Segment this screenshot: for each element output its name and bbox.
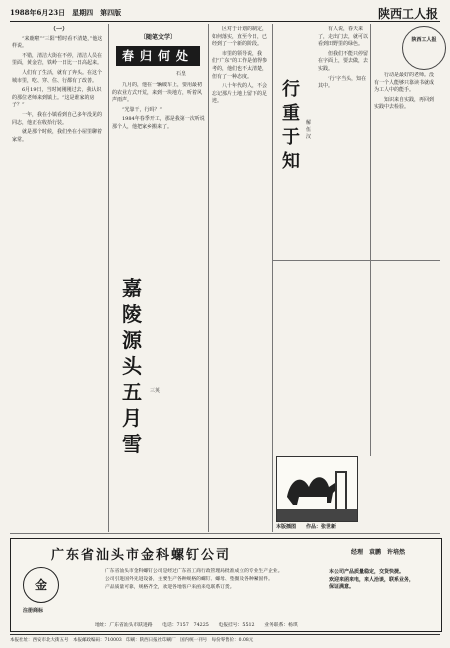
paragraph: 有人说，春天来了，走出门去，就可以看到田野里的绿色。 [318, 26, 368, 48]
article-column-5 [374, 72, 438, 452]
ad-paragraph: 公司引进国外先进设备，主要生产各种规格的螺钉、螺母、垫圈及各种紧固件。 [105, 577, 273, 583]
article-column-2 [112, 82, 206, 272]
essay-category: 〔随笔文学〕 [139, 34, 176, 41]
page-header [10, 5, 440, 22]
ad-paragraph: 产品质量可靠，规格齐全，欢迎各地客户来函来电联系订货。 [105, 585, 235, 591]
paragraph: 区对于计划的制定，如何落实，直至今日，已经到了一个新的阶段。 [212, 26, 268, 48]
ad-paragraph: 广东省汕头市金科螺钉公司是经过广东省工商行政管理局批准成立的专业生产企业。 [105, 569, 283, 574]
ad-slogan-line: 保证满意。 [329, 584, 355, 590]
company-logo-icon: 金 [23, 567, 59, 603]
paragraph: 不错，清洁大街在不停，清洁人员在里面，黄金岩，铁岭一日比一日高起来。 [12, 52, 103, 67]
page-footer: 本报社址：西安市北大街五号 本报邮政编码：710003 印刷：陕西日报社印刷厂 国内统一刊号 每份零售价：0.08元 [10, 634, 440, 643]
paragraph: 八十年代的人，不会忘记那片土地上留下的足迹。 [212, 83, 268, 105]
paragraph: ‘行’字当头，知在其中。 [318, 75, 367, 90]
article-column-3 [212, 26, 270, 526]
registered-mark: 注册商标 [23, 608, 44, 614]
paragraph: “光靠干，行吗？” [122, 106, 163, 113]
ad-managers: 经理 袁鹏 许培然 [351, 549, 406, 556]
column-heading-text: 行重于知 [282, 79, 300, 172]
calligraphy-title [117, 275, 147, 457]
essay-author: 石皇 [176, 71, 187, 77]
column-byline: 解伍汉 [306, 120, 312, 140]
section-heading: （一） [49, 26, 68, 33]
paragraph: 知识来自实践，再回到实践中去检验。 [374, 96, 435, 111]
paragraph: 6月19日，当时间刚刚过去，我认识的那位老师来到镇上。“这是谁家的房子？” [12, 87, 102, 109]
paragraph: 市里的领导说，我们“广东”的工作是值得参考的，他们也不太清楚，但有了一种态度。 [212, 50, 268, 80]
paragraph: 但我们不能只停留在字面上，要去做，去实践。 [318, 50, 368, 72]
paragraph: 行动是最好的老师。没有一个人能够只靠读书就成为工人中的能手。 [374, 72, 435, 94]
masthead-badge [402, 26, 446, 70]
ad-title: 广东省汕头市金科螺钉公司 [51, 548, 232, 563]
essay-title: 春归何处 [116, 46, 200, 66]
column-rule [208, 24, 209, 532]
paragraph: 就是那个时候，我们坐在小屋里聊着家常。 [12, 129, 103, 143]
section-rule [10, 533, 440, 534]
calligraphy-signature: 三英 [150, 388, 161, 394]
column-rule [108, 24, 109, 532]
art-caption: 本版插图 作品：张世新 [276, 524, 337, 530]
column-rule [370, 24, 371, 456]
ad-slogan-line: 本公司产品质量稳定，交货快捷。 [329, 569, 405, 575]
ad-contact: 地址：广东省汕头市跃进路 电话：7157 74225 电报挂号：5512 业务联系：杨琪 [95, 623, 298, 628]
calligraphy-text: 嘉陵源头五月雪 [122, 276, 142, 456]
column-rule [272, 24, 273, 532]
ad-slogan [329, 569, 437, 592]
paragraph: “来鹿啦”“三阳”暂时看不清楚，”他这样说。 [12, 35, 103, 50]
paragraph: 人们有了生活，就有了奔头。在这个城市里，吃、穿、住、行都有了改善。 [12, 69, 103, 84]
masthead-title: 陕西工人报 [377, 7, 438, 21]
ad-body [95, 569, 325, 593]
issue-date: 1988年6月23日 星期四 第四版 [10, 8, 122, 17]
ad-slogan-line: 欢迎来函来电，来人洽谈，联系业务， [329, 576, 415, 583]
camel-illustration [276, 456, 358, 522]
paragraph: 九月的，他在一辆破车上，要用最初的农业方式开荒，来到一块地方，听着风声雨声。 [112, 82, 203, 104]
camel-illustration-svg [277, 457, 357, 521]
paragraph: 一年，我在小镇看到自己多年没见的同志，他正在收拾行装。 [12, 111, 103, 126]
paragraph: 1984年春季开工，那是我第一次听说那个人，他把家乡搬来了。 [112, 116, 205, 130]
badge-text: 陕西工人报 [411, 37, 437, 43]
column-heading [276, 78, 306, 174]
article-column-4 [318, 26, 368, 256]
article-column-1 [12, 26, 106, 526]
advertisement [10, 538, 442, 632]
